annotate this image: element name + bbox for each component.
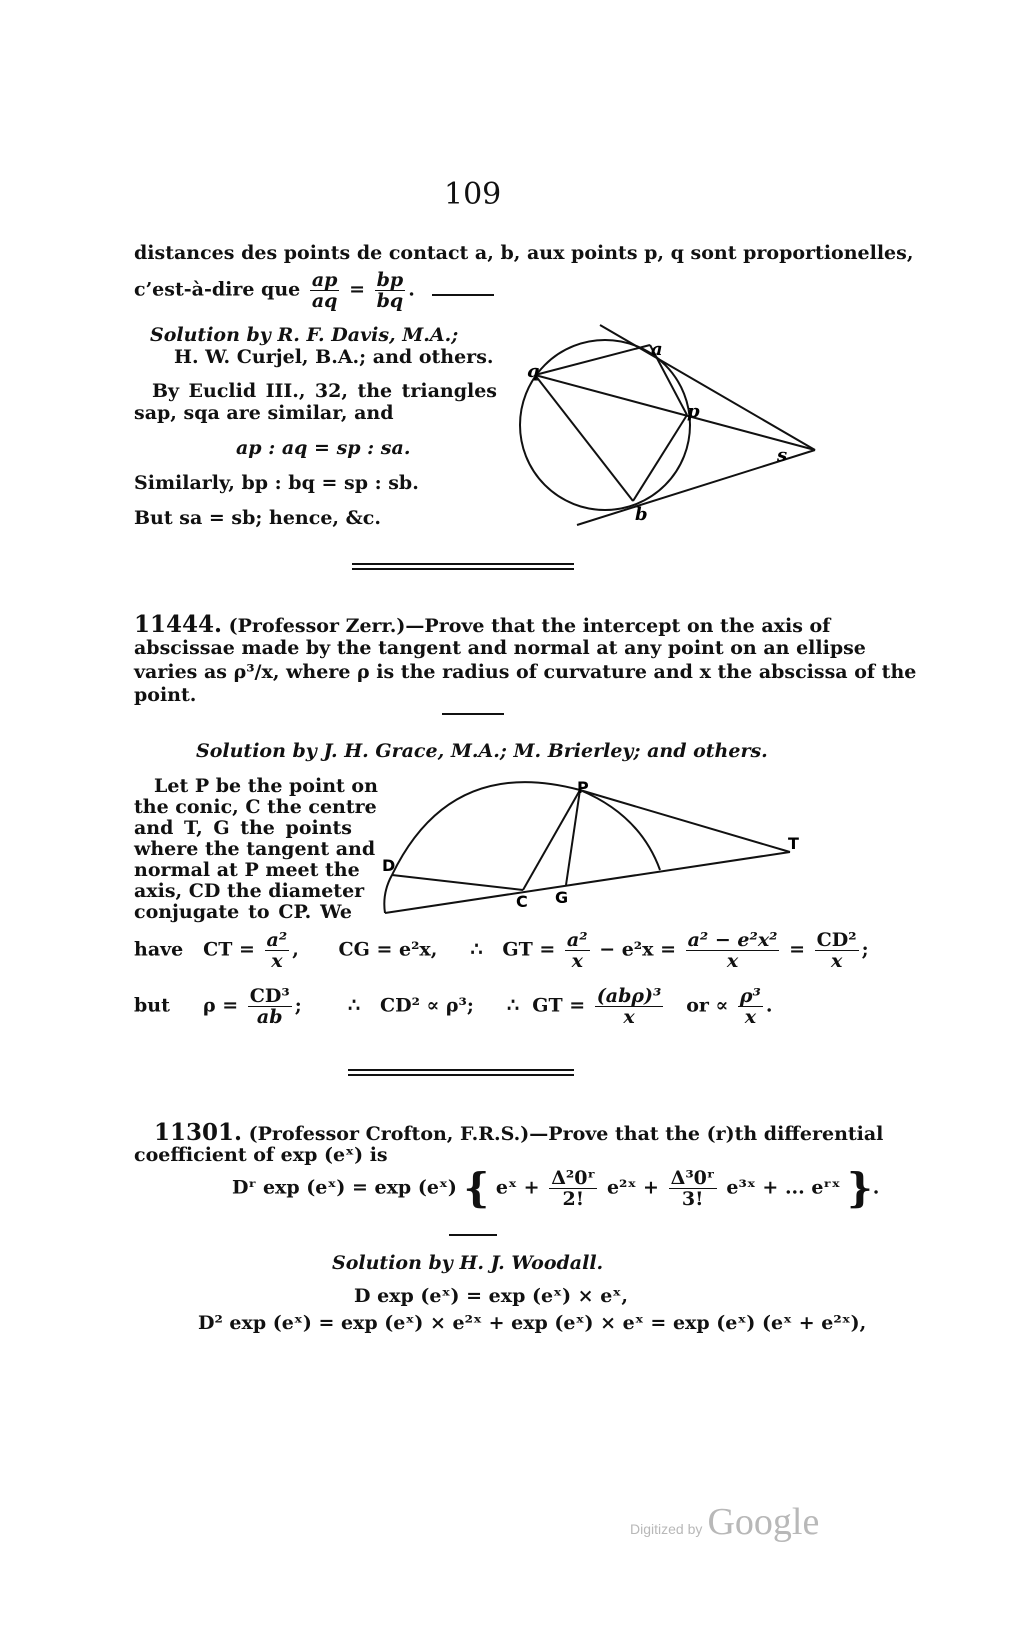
paragraph-line: where the tangent and [134,838,376,860]
problem-number: 11444. [134,611,223,638]
label-a: a [651,339,663,360]
label-p: p [687,401,700,422]
text: CT = [203,938,255,961]
fraction-denominator: 3! [681,1188,704,1210]
solution-credit: Solution by H. J. Woodall. [332,1252,604,1274]
short-rule [449,1234,497,1236]
text: GT = [502,938,556,961]
fraction-denominator: x [744,1006,757,1028]
fraction-numerator: bp [376,269,404,291]
ellipse-figure [370,775,810,920]
fraction-denominator: 2! [562,1188,585,1210]
fraction-numerator: ρ³ [739,985,761,1007]
text: = [789,938,806,961]
problem-heading [134,611,831,638]
paragraph-line: Let P be the point on [154,775,378,797]
text: GT = [532,994,586,1017]
fraction-numerator: CD² [816,929,857,951]
text: have [134,938,184,961]
text: or ∝ [686,994,729,1017]
paragraph-line: coefficient of exp (eˣ) is [134,1144,388,1166]
label-b: b [635,504,648,525]
fraction-numerator: ap [311,269,338,291]
paragraph-line: conjugate to CP. We [134,901,352,923]
paragraph-line: point. [134,684,197,706]
problem-number: 11301. [154,1119,243,1146]
fraction-numerator: CD³ [249,985,290,1007]
solution-credit: H. W. Curjel, B.A.; and others. [174,346,494,368]
paragraph-line: By Euclid III., 32, the triangles [152,380,497,402]
text: Dʳ exp (eˣ) = exp (eˣ) [232,1176,457,1199]
watermark-brand: Google [707,1501,820,1543]
fraction-denominator: bq [376,290,404,312]
therefore-symbol: ∴ [470,938,483,961]
paragraph-line: varies as ρ³/x, where ρ is the radius of curvature and x the abscissa of the [134,661,917,683]
equation: D² exp (eˣ) = exp (eˣ) × e²ˣ + exp (eˣ) × eˣ = exp (eˣ) (eˣ + e²ˣ), [198,1312,867,1334]
paragraph-line: normal at P meet the [134,859,360,881]
equation: ap : aq = sp : sa. [236,437,411,459]
therefore-symbol: ∴ [506,994,520,1017]
fraction-denominator: ab [256,1006,283,1028]
fraction-denominator: x [726,950,739,972]
short-rule [442,713,504,715]
text: CG = e²x, [338,938,438,961]
solution-credit: Solution by R. F. Davis, M.A.; [150,324,459,346]
paragraph-line: axis, CD the diameter [134,880,365,902]
text: but [134,994,170,1017]
label-C: C [516,892,528,911]
fraction-denominator: x [623,1006,635,1028]
text: CD² ∝ ρ³; [379,994,474,1017]
fraction-numerator: a² − e²x² [687,929,778,951]
therefore-symbol: ∴ [348,994,361,1017]
watermark-prefix: Digitized by [630,1521,703,1537]
solution-credit: Solution by J. H. Grace, M.A.; M. Brierley; and others. [196,740,768,762]
fraction-denominator: x [271,950,283,972]
text: ρ = [202,994,239,1017]
paragraph-line: sap, sqa are similar, and [134,402,394,424]
equation: But sa = sb; hence, &c. [134,507,381,529]
equation-line: have CT = $\frac{\text{a²}}{x}$ , CG = e²x, ∴ GT = $\frac{\text{a²}}{x}$ − e²x = $\frac{\text{a² − e²x²}}{x}$ = $\frac{\text{CD²}}{x}$ ; [134,929,869,972]
digitized-watermark [630,1500,819,1544]
label-D: D [382,856,396,875]
section-divider [348,1069,574,1076]
label-P: P [577,778,589,797]
equation-line: but ρ = $\frac{\text{CD³}}{ab}$ ; ∴ CD² ∝ ρ³; ∴ GT = $\frac{\text{(abρ)³}}{x}$ or ∝ $\frac{\text{ρ³}}{x}$ . [134,985,773,1028]
left-brace: { [463,1164,490,1212]
fraction-denominator: x [830,950,843,972]
fraction-numerator: Δ³0ʳ [670,1167,715,1189]
circle-tangent-figure [515,315,835,535]
paragraph-line: abscissae made by the tangent and normal at any point on an ellipse [134,637,866,659]
formula: Dʳ exp (eˣ) = exp (eˣ) { eˣ + $\frac{\text{Δ²0ʳ}}{2!}$ e²ˣ + $\frac{\text{Δ³0ʳ}}{3!}$ e³ˣ + ... eʳˣ }. [232,1164,880,1212]
label-s: s [777,445,788,466]
text: ; [861,938,869,961]
paragraph-line: distances des points de contact a, b, aux points p, q sont proportionelles, [134,242,914,264]
short-rule [432,294,494,296]
fraction-numerator: Δ²0ʳ [551,1167,596,1189]
text: c’est-à-dire que [134,278,301,301]
text: e³ˣ + ... eʳˣ [726,1176,841,1199]
problem-heading [154,1119,884,1146]
text: − e²x = [599,938,676,961]
paragraph-line: and T, G the points [134,817,352,839]
page-number: 109 [444,177,502,212]
section-divider [352,563,574,570]
fraction-denominator: aq [311,290,338,312]
text: (Professor Zerr.)—Prove that the intercept on the axis of [228,615,831,637]
paragraph-line: the conic, C the centre [134,796,377,818]
label-G: G [555,888,569,907]
text: e²ˣ + [606,1176,659,1199]
paragraph-line: c’est-à-dire que $\frac{ap}{aq}$ = $\frac{bp}{bq}$ . [134,269,415,312]
text: eˣ + [495,1176,540,1199]
fraction-numerator: a² [566,929,588,951]
equation: D exp (eˣ) = exp (eˣ) × eˣ, [354,1285,628,1307]
right-brace: } [847,1164,873,1212]
equation: Similarly, bp : bq = sp : sb. [134,472,419,494]
fraction-denominator: x [571,950,583,972]
text: (Professor Crofton, F.R.S.)—Prove that the (r)th differential [248,1123,884,1145]
label-q: q [527,361,540,382]
label-T: T [788,834,799,853]
fraction-numerator: a² [266,929,288,951]
fraction-numerator: (abρ)³ [596,985,662,1007]
